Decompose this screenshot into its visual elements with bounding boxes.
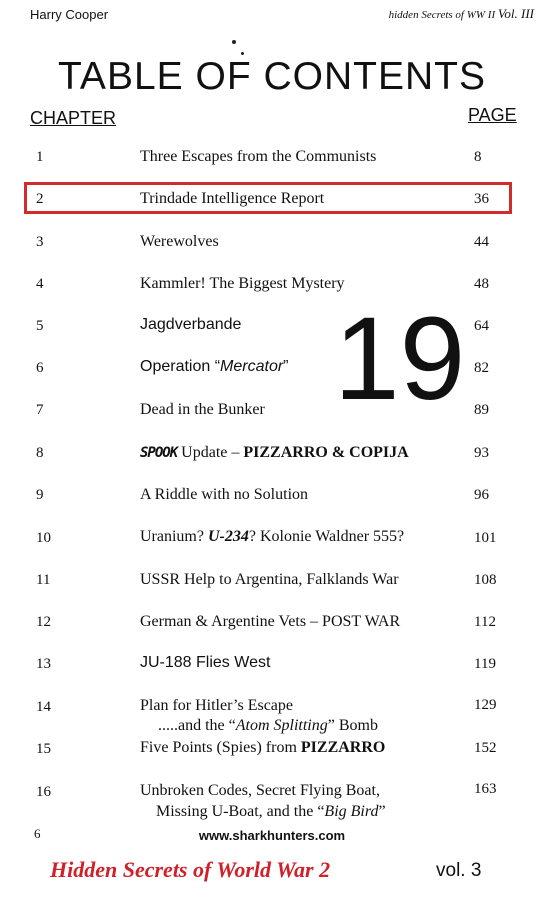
website-url: www.sharkhunters.com: [198, 828, 346, 843]
chapter-page: 108: [474, 572, 497, 588]
chapter-number: 2: [36, 191, 44, 207]
chapter-number: 6: [36, 360, 44, 376]
chapter-page: 101: [474, 530, 497, 546]
author-name: Harry Cooper: [30, 7, 109, 22]
chapter-number: 14: [36, 699, 51, 715]
chapter-title: Trindade Intelligence Report: [140, 190, 325, 207]
page-title: TABLE OF CONTENTS: [58, 55, 486, 98]
spook-logo-text: SPOOK: [140, 445, 178, 461]
title-part: Operation “: [140, 358, 221, 375]
chapter-title: [140, 358, 289, 376]
chapter-page: 163: [474, 781, 497, 797]
series-text: hidden Secrets of WW II: [388, 9, 496, 21]
chapter-page: 129: [474, 697, 497, 713]
chapter-page: 112: [474, 614, 496, 630]
chapter-title: [140, 739, 385, 757]
chapter-page: 64: [474, 318, 489, 334]
title-part: Missing U-Boat, and the “: [156, 803, 325, 820]
speck-mark: [232, 40, 236, 44]
chapter-number: 16: [36, 784, 51, 800]
page-column-header: PAGE: [468, 105, 517, 125]
title-part: Uranium?: [140, 528, 208, 545]
chapter-page: 89: [474, 402, 489, 418]
chapter-page: 119: [474, 656, 496, 672]
title-part: Update –: [177, 444, 244, 461]
chapter-number: 11: [36, 572, 51, 588]
title-part: ” Bomb: [327, 717, 378, 734]
title-bold: PIZZARRO: [300, 739, 386, 756]
chapter-number: 7: [36, 402, 44, 418]
chapter-title: [140, 528, 404, 546]
chapter-title: USSR Help to Argentina, Falklands War: [140, 571, 399, 588]
title-emphasis: U-234: [207, 528, 249, 545]
chapter-title: Werewolves: [140, 233, 219, 250]
chapter-number: 9: [36, 487, 44, 503]
chapter-title: A Riddle with no Solution: [140, 486, 309, 503]
chapter-title: Plan for Hitler’s Escape: [140, 697, 293, 714]
chapter-number: 15: [36, 741, 51, 757]
title-part: ? Kolonie Waldner 555?: [248, 528, 405, 545]
chapter-number: 3: [36, 234, 44, 250]
chapter-number: 5: [36, 318, 44, 334]
footer-book-title: Hidden Secrets of World War 2: [50, 857, 331, 882]
chapter-number: 10: [36, 530, 51, 546]
chapter-title: Kammler! The Biggest Mystery: [140, 275, 345, 292]
chapter-page: 44: [474, 234, 489, 250]
title-emphasis: Big Bird: [324, 803, 379, 820]
chapter-page: 8: [474, 149, 482, 165]
chapter-page: 152: [474, 740, 497, 756]
title-part: ”: [378, 803, 386, 820]
chapter-number: 1: [36, 149, 44, 165]
chapter-title: German & Argentine Vets – POST WAR: [140, 613, 401, 630]
running-header: [389, 6, 534, 22]
chapter-title: Jagdverbande: [140, 316, 242, 333]
chapter-page: 93: [474, 445, 489, 461]
title-part: .....and the “: [158, 717, 236, 734]
title-part: ”: [283, 358, 289, 375]
title-emphasis: Mercator: [220, 358, 284, 375]
chapter-title: [140, 444, 409, 462]
page-number: 6: [34, 826, 41, 841]
chapter-title: JU-188 Flies West: [140, 654, 271, 671]
title-part: Five Points (Spies) from: [140, 739, 301, 756]
title-bold: PIZZARRO & COPIJA: [243, 444, 409, 461]
chapter-title-continued: [158, 717, 378, 735]
chapter-page: 82: [474, 360, 489, 376]
volume-text: Vol. III: [497, 6, 534, 21]
title-emphasis: Atom Splitting: [235, 717, 328, 734]
chapter-page: 36: [474, 191, 489, 207]
chapter-number: 8: [36, 445, 44, 461]
chapter-title-continued: [156, 803, 386, 821]
chapter-title: Unbroken Codes, Secret Flying Boat,: [140, 782, 380, 799]
chapter-page: 96: [474, 487, 489, 503]
footer-volume: vol. 3: [436, 860, 482, 881]
chapter-column-header: CHAPTER: [30, 108, 117, 128]
chapter-number: 4: [36, 276, 44, 292]
chapter-title: Three Escapes from the Communists: [140, 148, 377, 165]
chapter-number: 13: [36, 656, 51, 672]
overlay-number: 19: [334, 293, 466, 425]
chapter-title: Dead in the Bunker: [140, 401, 265, 418]
chapter-page: 48: [474, 276, 489, 292]
chapter-number: 12: [36, 614, 51, 630]
